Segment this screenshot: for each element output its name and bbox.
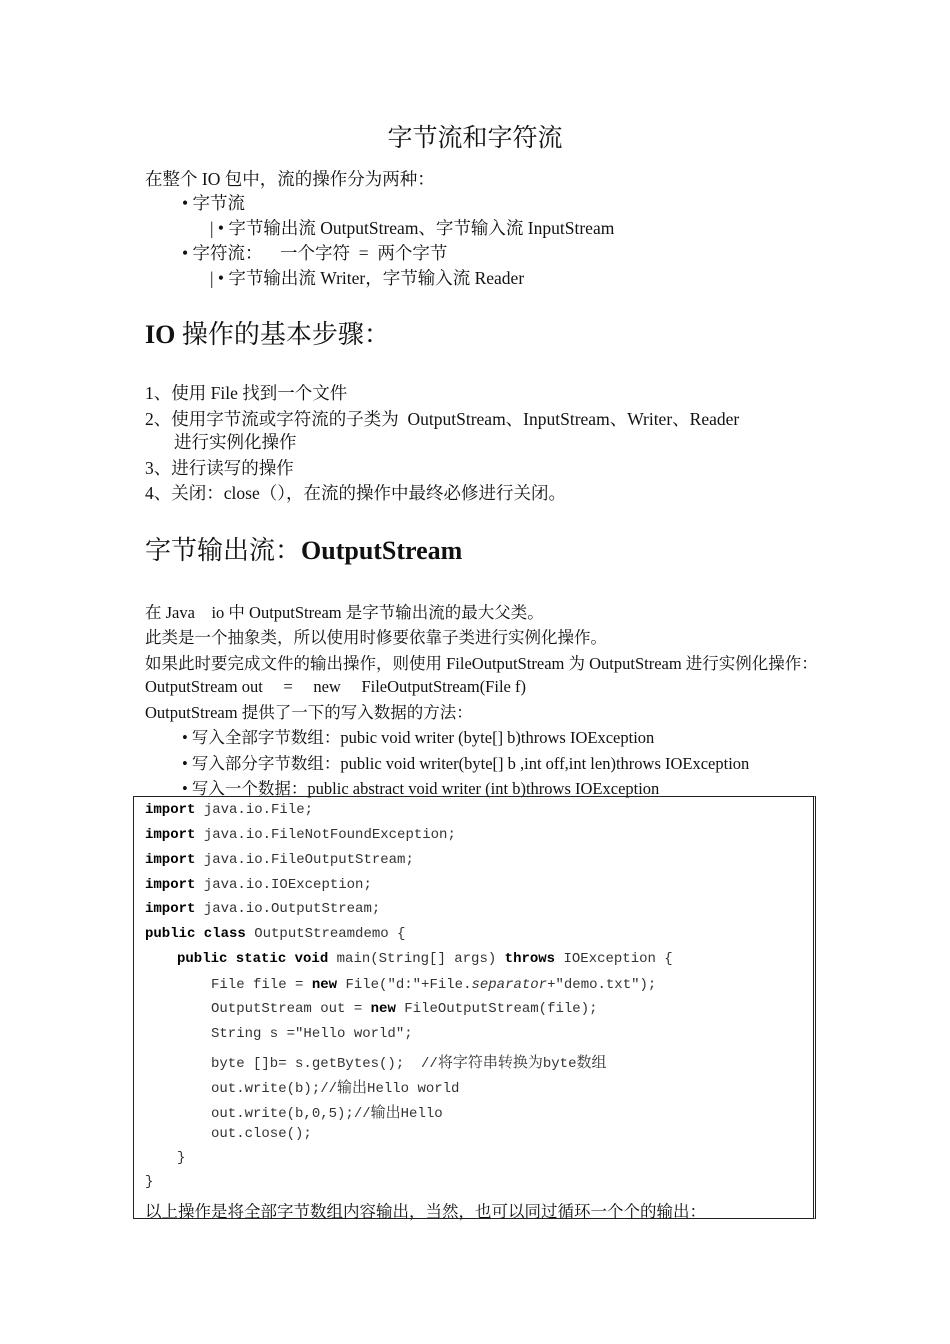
step-2-cont: 进行实例化操作: [174, 432, 297, 452]
char-stream-item: • 字符流： 一个字符 = 两个字节: [182, 243, 448, 263]
code-text: Hello: [400, 1106, 443, 1122]
code-text: main(String[] args): [328, 951, 505, 967]
code-import-path: java.io.File;: [195, 802, 314, 818]
code-text: File("d:"+File.: [337, 977, 472, 993]
code-comment: 将字符串转换为: [437, 1055, 543, 1071]
code-line-string: String s ="Hello world";: [211, 1026, 413, 1042]
step-1: 1、使用 File 找到一个文件: [145, 383, 348, 403]
code-text: separator: [471, 977, 548, 993]
os-line-2: 此类是一个抽象类，所以使用时修要依靠子类进行实例化操作。: [145, 628, 607, 647]
code-text: FileOutputStream(file);: [395, 1001, 598, 1017]
code-keyword: new: [311, 977, 338, 993]
code-brace-class: }: [145, 1174, 154, 1190]
code-line-write2: [211, 1101, 443, 1122]
os-line-4: OutputStream out = new FileOutputStream(File f): [145, 677, 526, 696]
code-keyword: public static void: [177, 951, 329, 967]
step-4: 4、关闭：close（），在流的操作中最终必修进行关闭。: [145, 483, 566, 503]
os-method-1: • 写入全部字节数组：pubic void writer (byte[] b)throws IOException: [182, 728, 655, 747]
intro-line: 在整个 IO 包中，流的操作分为两种：: [145, 169, 435, 189]
code-import-3: [145, 852, 414, 868]
os-line-1: 在 Java io 中 OutputStream 是字节输出流的最大父类。: [145, 603, 544, 622]
steps-heading-bold: IO: [145, 320, 176, 349]
page-title: 字节流和字符流: [387, 125, 563, 152]
code-import-path: java.io.IOException;: [195, 877, 372, 893]
steps-heading-rest: 操作的基本步骤：: [175, 320, 390, 349]
code-line-bytes: [211, 1051, 606, 1072]
step-2: 2、使用字节流或字符流的子类为 OutputStream、InputStream、Writer、Reader: [145, 409, 740, 429]
code-line-write1: [211, 1076, 459, 1097]
code-import-5: [145, 901, 380, 917]
code-text: OutputStream out =: [211, 1001, 371, 1017]
code-comment: 输出: [370, 1105, 401, 1121]
code-keyword: import: [145, 802, 196, 818]
code-keyword: new: [370, 1001, 396, 1017]
code-footer-text: 以上操作是将全部字节数组内容输出，当然，也可以同过循环一个个的输出：: [145, 1202, 706, 1221]
code-text: File file =: [211, 977, 312, 993]
code-text: byte []b= s.getBytes(); //: [211, 1056, 438, 1072]
code-text: byte: [542, 1056, 577, 1072]
byte-stream-item: • 字节流: [182, 193, 246, 213]
code-keyword: import: [145, 827, 196, 843]
byte-stream-detail: | • 字节输出流 OutputStream、字节输入流 InputStream: [210, 218, 615, 238]
code-text: out.write(b,0,5);//: [211, 1106, 371, 1122]
code-keyword: import: [145, 852, 196, 868]
code-import-1: [145, 802, 313, 818]
code-text: Hello world: [367, 1081, 460, 1097]
code-text: +"demo.txt");: [547, 977, 657, 993]
outputstream-heading-bold: OutputStream: [301, 536, 463, 565]
code-class-name: OutputStreamdemo {: [245, 926, 406, 942]
steps-heading: [145, 314, 390, 351]
code-line-out: [211, 1001, 598, 1017]
code-keyword: throws: [504, 951, 556, 967]
code-import-path: java.io.OutputStream;: [195, 901, 381, 917]
os-method-2: • 写入部分字节数组：public void writer(byte[] b ,int off,int len)throws IOException: [182, 754, 750, 773]
code-text: IOException {: [555, 951, 673, 967]
code-import-4: [145, 877, 372, 893]
code-class-decl: [145, 926, 405, 942]
code-main-decl: [177, 951, 673, 967]
os-line-5: OutputStream 提供了一下的写入数据的方法：: [145, 703, 473, 722]
code-keyword: public class: [145, 926, 246, 942]
code-text: out.write(b);//: [211, 1081, 338, 1097]
code-import-2: [145, 827, 456, 843]
code-keyword: import: [145, 877, 196, 893]
code-import-path: java.io.FileOutputStream;: [195, 852, 414, 868]
code-brace-method: }: [177, 1150, 186, 1166]
step-3: 3、进行读写的操作: [145, 458, 294, 478]
char-stream-detail: | • 字节输出流 Writer，字节输入流 Reader: [210, 268, 525, 288]
code-line-file: [211, 977, 656, 993]
code-import-path: java.io.FileNotFoundException;: [195, 827, 456, 843]
code-line-close: out.close();: [211, 1126, 312, 1142]
os-method-3: • 写入一个数据：public abstract void writer (int b)throws IOException: [182, 779, 660, 798]
outputstream-heading-plain: 字节输出流：: [145, 536, 302, 565]
code-keyword: import: [145, 901, 196, 917]
outputstream-heading: [145, 530, 462, 567]
os-line-3: 如果此时要完成文件的输出操作，则使用 FileOutputStream 为 OutputStream 进行实例化操作：: [145, 654, 818, 673]
code-comment: 输出: [337, 1080, 368, 1096]
code-comment: 数组: [576, 1055, 607, 1071]
